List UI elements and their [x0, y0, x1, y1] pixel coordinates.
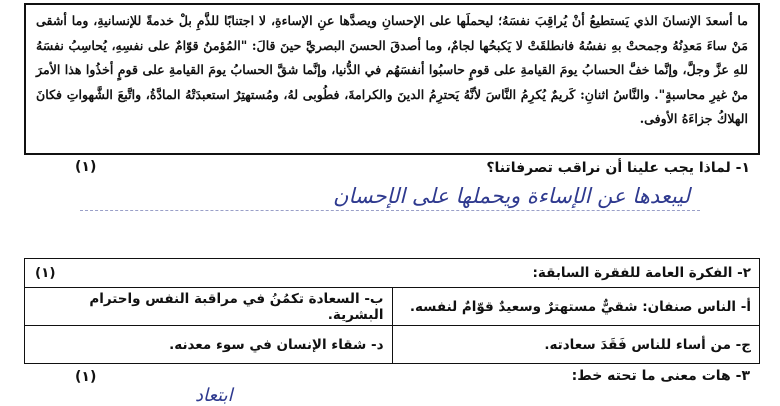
question-2-mark: (١) [35, 265, 56, 281]
answer-underline [80, 210, 700, 211]
question-2: ٢- الفكرة العامة للفقرة السابقة: [532, 265, 751, 281]
option-c[interactable]: ج- من أساء للناس فَقَدَ سعادته. [392, 326, 760, 364]
question-3-handwritten-answer: ابتعاد [195, 385, 233, 406]
option-a[interactable]: أ- الناس صنفان: شقيٌّ مستهترٌ وسعيدٌ قوّامٌ لنفسه. [392, 288, 760, 326]
question-3: ٣- هات معنى ما تحته خط: [571, 368, 750, 384]
question-2-header [25, 259, 760, 288]
option-b[interactable]: ب- السعادة تكمُنُ في مراقبة النفس واحترام البشرية. [25, 288, 393, 326]
question-1-handwritten-answer: ليبعدها عن الإساءة ويحملها على الإحسان [333, 184, 690, 208]
question-3-mark: (١) [75, 369, 97, 385]
reading-passage [24, 3, 760, 155]
passage-text: ما أسعدَ الإنسانَ الذي يَستطيعُ أنْ يُراقِبَ نفسَهُ؛ ليحملَها على الإحسانِ ويصدَّها عنِ الإساءةِ، لا اجتنابًا للذَّمِ بلْ خدمةً للإنسانيةِ، وما أشقى مَنْ ساءَ مَعدِنُهُ وجمحتْ بهِ نفسُهُ فانطلقَتْ لا يَكبحُها لجامٌ، وما أصدقَ الحسنَ البصريَّ حينَ قالَ: "المُؤمنُ قوّامٌ على نفسِهِ، يُحاسِبُ نفسَهُ للهِ عزَّ وجلَّ، وإنَّما خفَّ الحسابُ يومَ القيامةِ على قومٍ حاسبُوا أنفسَهُم في الدُّنيا، وإنَّما شقَّ الحسابُ يومَ القيامةِ على قومٍ أخذُوا هذا الأمرَ منْ غيرِ محاسبةٍ". والنَّاسُ اثنانِ: كَريمٌ يُكرِمُ النَّاسَ لأنَّهُ يَحترِمُ الدينَ والكرامةَ، فطُوبى لهُ، ومُستهتِرٌ استعبدَتْهُ المادَّةُ، واتَّبعَ الشَّهواتِ فكانَ الهلاكُ جزاءَهُ الأوفى. [36, 13, 748, 127]
question-1-mark: (١) [75, 159, 97, 175]
question-2-options-table [24, 258, 760, 364]
question-1: ١- لماذا يجب علينا أن نراقب تصرفاتنا؟ [486, 160, 750, 176]
option-d[interactable]: د- شقاء الإنسان في سوء معدنه. [25, 326, 393, 364]
